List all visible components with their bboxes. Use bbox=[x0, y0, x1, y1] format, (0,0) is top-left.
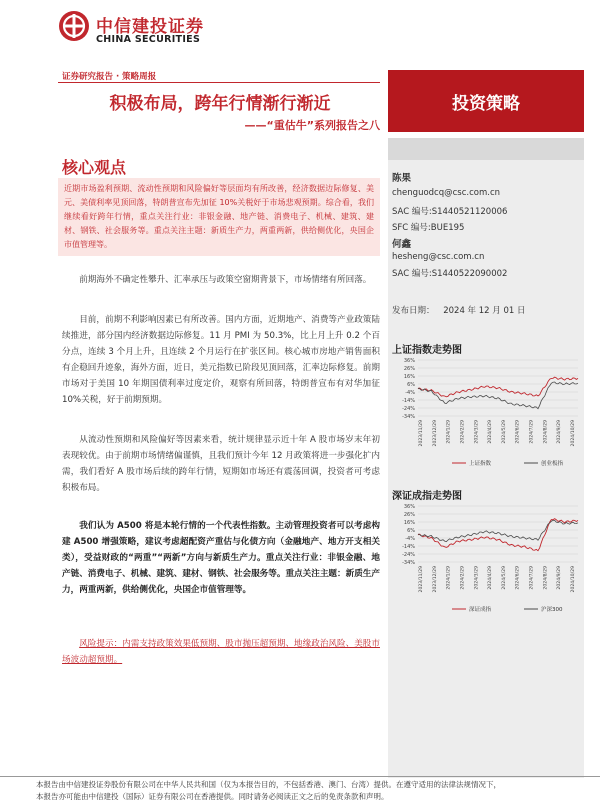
chart-1-ytick-label: -4% bbox=[405, 390, 415, 396]
chart-2-xtick-label: 2024/1/29 bbox=[446, 566, 452, 590]
chart-2-xtick-label: 2023/12/29 bbox=[432, 566, 438, 593]
chart-1-svg bbox=[392, 354, 584, 472]
chart-2-title: 深证成指走势图 bbox=[392, 491, 462, 502]
chart-1 bbox=[392, 354, 584, 472]
chart-2-xtick-label: 2024/9/29 bbox=[557, 566, 563, 590]
chart-2-legend-label: 深证成指 bbox=[469, 607, 492, 613]
analyst-2-email[interactable]: hesheng@csc.com.cn bbox=[392, 252, 485, 262]
analyst-2-name: 何鑫 bbox=[392, 239, 412, 250]
analyst-2-sac: SAC 编号:S1440522090002 bbox=[392, 269, 508, 279]
core-view-heading: 核心观点 bbox=[62, 158, 127, 177]
chart-2-xtick-label: 2024/4/29 bbox=[488, 566, 494, 590]
summary-box: 近期市场盈利预期、流动性预期和风险偏好等层面均有所改善，经济数据边际修复、美元、美债利率见顶回落，特朗普宣布先加征 10%关税好于市场悲观预期。综合看，我们继续看好跨年行情，重点关注行业：非银金融、地产链、消费电子、机械、建筑、建材、钢铁、社会服务等。重点关注主题：新质生产力，两重两新，供给侧优化，央国企市值管理等。 bbox=[58, 178, 380, 256]
chart-1-xtick-label: 2024/4/29 bbox=[488, 420, 494, 444]
chart-2-ytick-label: 6% bbox=[407, 528, 415, 534]
paragraph-2: 目前，前期不利影响因素已有所改善。国内方面，近期地产、消费等产业政策陆续推进，部分国内经济数据边际修复。11 月 PMI 为 50.3%，比上月上升 0.2 个百分点，连续 3 个月上升，且连续 2 个月运行在扩张区间。核心城市房地产销售面积有企稳回升迹象，海外方面，近日，美元指数已阶段见顶回落，汇率边际修复。前期市场对于美国 10 年期国债利率过度定价，观察有所回落，特朗普宣布有对华加征 10%关税，好于前期预期。 bbox=[62, 315, 380, 405]
chart-1-ytick-label: -34% bbox=[402, 414, 415, 420]
chart-1-xtick-label: 2023/12/29 bbox=[432, 420, 438, 447]
logo-text-cn: 中信建投证券 bbox=[96, 17, 204, 37]
chart-1-xtick-label: 2024/2/29 bbox=[460, 420, 466, 444]
chart-2-ytick-label: -14% bbox=[402, 544, 415, 550]
chart-2-series-2-line bbox=[418, 520, 578, 541]
logo-text-en: CHINA SECURITIES bbox=[96, 34, 201, 45]
page-title: 积极布局，跨年行情渐行渐近 bbox=[109, 94, 331, 114]
header-divider bbox=[58, 82, 380, 83]
chart-2-xtick-label: 2024/2/29 bbox=[460, 566, 466, 590]
chart-1-xtick-label: 2024/1/29 bbox=[446, 420, 452, 444]
chart-2-xtick-label: 2024/6/29 bbox=[515, 566, 521, 590]
company-logo bbox=[58, 8, 218, 48]
report-type: 证券研究报告 · 策略周报 bbox=[62, 72, 157, 82]
chart-2-ytick-label: -24% bbox=[402, 552, 415, 558]
chart-2-ytick-label: 26% bbox=[403, 512, 415, 518]
analyst-1-sfc: SFC 编号:BUE195 bbox=[392, 223, 465, 233]
risk-warning: 风险提示：内需支持政策效果低预期、股市抛压超预期、地缘政治风险、美股市场波动超预期。 bbox=[62, 639, 380, 665]
paragraph-1: 前期海外不确定性攀升、汇率承压与政策空窗期背景下，市场情绪有所回落。 bbox=[79, 275, 372, 285]
publish-date bbox=[392, 304, 526, 316]
chart-1-xtick-label: 2024/7/29 bbox=[529, 420, 535, 444]
chart-1-series-2-line bbox=[418, 382, 578, 409]
chart-1-xtick-label: 2024/6/29 bbox=[515, 420, 521, 444]
chart-2-ytick-label: 36% bbox=[403, 504, 415, 510]
chart-1-xtick-label: 2024/8/29 bbox=[543, 420, 549, 444]
footer-disclaimer bbox=[36, 779, 596, 800]
chart-1-xtick-label: 2024/9/29 bbox=[557, 420, 563, 444]
chart-2-xtick-label: 2024/5/29 bbox=[501, 566, 507, 590]
analyst-1-sac: SAC 编号:S1440521120006 bbox=[392, 207, 508, 217]
logo-emblem-icon bbox=[58, 10, 90, 42]
sidebar-stripe bbox=[388, 138, 584, 160]
paragraph-3: 从流动性预期和风险偏好等因素来看，统计规律显示近十年 A 股市场岁末年初表现较优。由于前期市场情绪偏谨慎，且我们预计今年 12 月政策将进一步强化扩内需，我们看好 A 股市场后续的跨年行情，短期如市场还有震荡回调，投资者可考虑积极布局。 bbox=[62, 435, 380, 493]
chart-1-xtick-label: 2023/11/29 bbox=[419, 420, 424, 447]
chart-1-ytick-label: 26% bbox=[403, 366, 415, 372]
chart-2-ytick-label: 16% bbox=[403, 520, 415, 526]
chart-1-xtick-label: 2024/3/29 bbox=[474, 420, 480, 444]
chart-2-xtick-label: 2024/8/29 bbox=[543, 566, 549, 590]
chart-1-xtick-label: 2024/10/29 bbox=[571, 420, 576, 447]
chart-1-xtick-label: 2024/5/29 bbox=[501, 420, 507, 444]
chart-2-xtick-label: 2023/11/29 bbox=[419, 566, 424, 593]
chart-2 bbox=[392, 500, 584, 618]
chart-2-xtick-label: 2024/7/29 bbox=[529, 566, 535, 590]
chart-1-ytick-label: 36% bbox=[403, 358, 415, 364]
analyst-1-email[interactable]: chenguodcq@csc.com.cn bbox=[392, 188, 501, 198]
page-subtitle: ——“重估牛”系列报告之八 bbox=[244, 119, 380, 132]
chart-2-svg bbox=[392, 500, 584, 618]
footer-line-1: 本报告由中信建投证券股份有限公司在中华人民共和国（仅为本报告目的，不包括香港、澳门、台湾）提供。在遵守适用的法律法规情况下， bbox=[36, 780, 501, 789]
footer-divider bbox=[0, 776, 600, 777]
chart-1-ytick-label: -24% bbox=[402, 406, 415, 412]
chart-2-ytick-label: -4% bbox=[405, 536, 415, 542]
chart-1-title: 上证指数走势图 bbox=[392, 345, 462, 356]
chart-1-ytick-label: -14% bbox=[402, 398, 415, 404]
paragraph-bold: 我们认为 A500 将是本轮行情的一个代表性指数。主动管理投资者可以考虑构建 A500 增强策略，建议考虑超配资产重估与化债方向（金融地产、地方开支相关类），受益财政的“两重”“两新”方向与新质生产力。重点关注行业：非银金融、地产链、消费电子、机械、建筑、建材、钢铁、社会服务等。重点关注主题：新质生产力，两重两新，供给侧优化，央国企市值管理等。 bbox=[62, 521, 380, 595]
chart-1-ytick-label: 16% bbox=[403, 374, 415, 380]
publish-date-label: 发布日期： bbox=[392, 306, 435, 316]
chart-2-xtick-label: 2024/10/29 bbox=[571, 566, 576, 593]
chart-1-legend-label: 上证指数 bbox=[469, 461, 492, 467]
publish-date-value: 2024 年 12 月 01 日 bbox=[443, 306, 526, 316]
chart-1-legend-label: 创业板指 bbox=[541, 461, 564, 467]
chart-2-xtick-label: 2024/3/29 bbox=[474, 566, 480, 590]
category-banner: 投资策略 bbox=[388, 70, 584, 132]
chart-1-ytick-label: 6% bbox=[407, 382, 415, 388]
analyst-1-name: 陈果 bbox=[392, 173, 412, 184]
chart-2-legend-label: 沪深300 bbox=[541, 607, 563, 613]
chart-2-ytick-label: -34% bbox=[402, 560, 415, 566]
footer-line-2: 本报告亦可能由中信建投（国际）证券有限公司在香港提供。同时请务必阅读正文之后的免责条款和声明。 bbox=[36, 792, 389, 800]
chart-1-series-1-line bbox=[418, 377, 578, 397]
